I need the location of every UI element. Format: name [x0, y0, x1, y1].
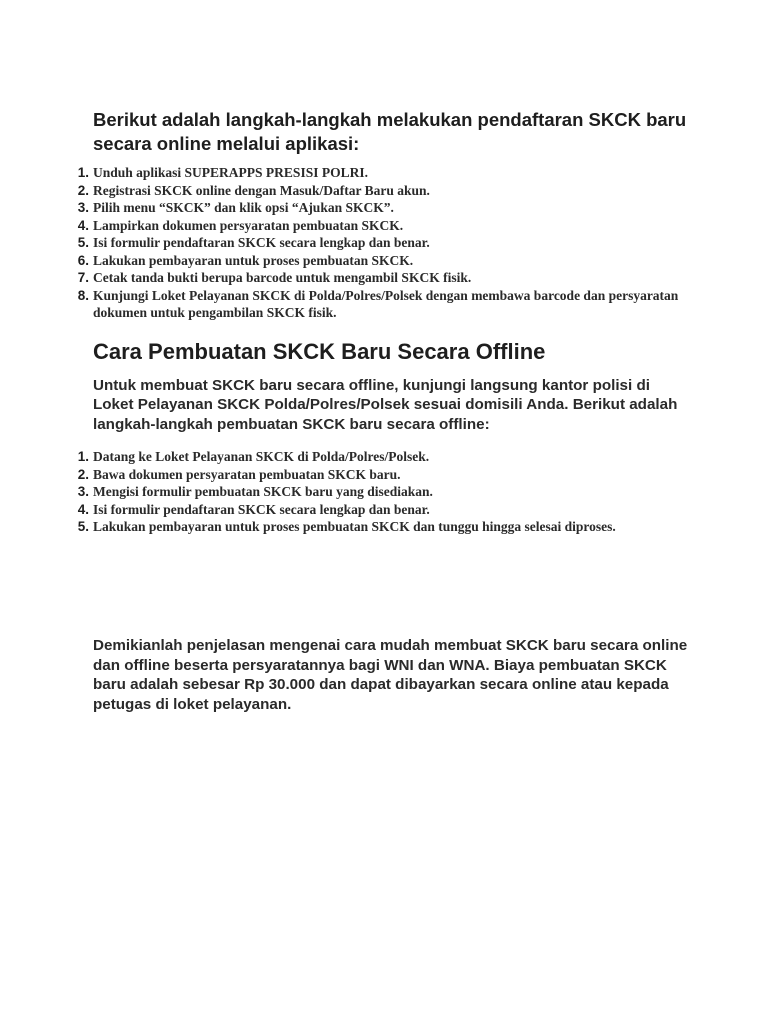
list-item	[77, 518, 693, 536]
list-number: 4.	[77, 501, 89, 517]
online-steps-list	[77, 164, 693, 322]
offline-steps-list	[77, 448, 693, 536]
list-item-text: Datang ke Loket Pelayanan SKCK di Polda/Polres/Polsek.	[93, 449, 430, 464]
list-item-text: Isi formulir pendaftaran SKCK secara lengkap dan benar.	[93, 501, 430, 517]
list-number: 4.	[77, 217, 89, 233]
list-number: 2.	[77, 466, 89, 482]
list-item-text: Bawa dokumen persyaratan pembuatan SKCK baru.	[93, 466, 401, 482]
list-item-text: Kunjungi Loket Pelayanan SKCK di Polda/Polres/Polsek dengan membawa barcode dan persyaratan dokumen untuk pengambilan SKCK fisik.	[93, 287, 679, 320]
document-body	[77, 108, 693, 536]
list-item	[77, 234, 693, 252]
list-item	[77, 287, 693, 322]
list-item	[77, 199, 693, 217]
list-item	[77, 448, 693, 466]
list-item	[77, 182, 693, 200]
list-number: 2.	[77, 182, 89, 198]
list-item	[77, 269, 693, 287]
list-item	[77, 501, 693, 519]
list-item-text: Unduh aplikasi SUPERAPPS PRESISI POLRI.	[93, 165, 368, 180]
list-number: 1.	[77, 449, 89, 464]
list-number: 3.	[77, 484, 89, 499]
list-item-text: Cetak tanda bukti berupa barcode untuk mengambil SKCK fisik.	[93, 270, 472, 285]
list-item	[77, 217, 693, 235]
list-item-text: Isi formulir pendaftaran SKCK secara lengkap dan benar.	[93, 235, 430, 250]
offline-section-title: Cara Pembuatan SKCK Baru Secara Offline	[93, 338, 546, 364]
list-item-text: Lakukan pembayaran untuk proses pembuatan SKCK dan tunggu hingga selesai diproses.	[93, 519, 616, 534]
closing-paragraph: Demikianlah penjelasan mengenai cara mudah membuat SKCK baru secara online dan offline beserta persyaratannya bagi WNI dan WNA. Biaya pembuatan SKCK baru adalah sebesar Rp 30.000 dan dapat dibayarkan secara online atau kepada petugas di loket pelayanan.	[93, 637, 688, 713]
offline-intro-paragraph: Untuk membuat SKCK baru secara offline, kunjungi langsung kantor polisi di Loket Pelayanan SKCK Polda/Polres/Polsek sesuai domisili Anda. Berikut adalah langkah-langkah pembuatan SKCK baru secara offline:	[93, 376, 678, 433]
list-number: 6.	[77, 252, 89, 268]
list-number: 7.	[77, 270, 89, 285]
list-number: 8.	[77, 287, 89, 303]
list-item-text: Lakukan pembayaran untuk proses pembuatan SKCK.	[93, 252, 414, 268]
list-item-text: Registrasi SKCK online dengan Masuk/Daftar Baru akun.	[93, 182, 430, 198]
list-item	[77, 164, 693, 182]
list-item	[77, 466, 693, 484]
list-item-text: Mengisi formulir pembuatan SKCK baru yang disediakan.	[93, 484, 433, 499]
list-number: 5.	[77, 519, 89, 534]
list-number: 1.	[77, 165, 89, 180]
list-item	[77, 483, 693, 501]
list-item-text: Lampirkan dokumen persyaratan pembuatan SKCK.	[93, 217, 404, 233]
list-number: 5.	[77, 235, 89, 250]
list-item-text: Pilih menu “SKCK” dan klik opsi “Ajukan SKCK”.	[93, 200, 394, 215]
list-number: 3.	[77, 200, 89, 215]
online-steps-heading: Berikut adalah langkah-langkah melakukan pendaftaran SKCK baru secara online melalui aplikasi:	[93, 109, 687, 154]
list-item	[77, 252, 693, 270]
